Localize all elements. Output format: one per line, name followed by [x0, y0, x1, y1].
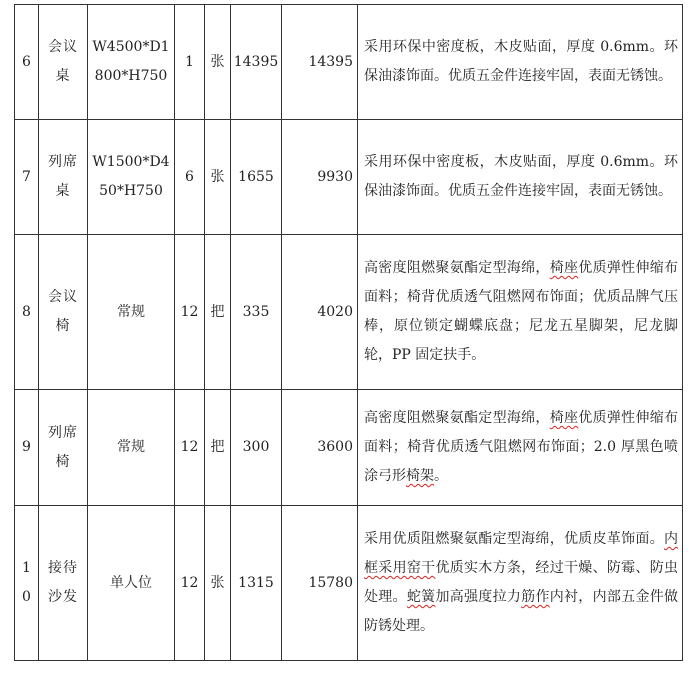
table-row: [15, 390, 683, 506]
item-unit-price: 1655: [231, 120, 282, 235]
item-unit-price: 335: [231, 235, 282, 390]
item-name: 列席 桌: [39, 120, 88, 235]
table-row: [15, 506, 683, 661]
row-index: 7: [15, 120, 39, 235]
item-quantity: 12: [175, 390, 205, 506]
item-size: 常规: [88, 235, 175, 390]
item-unit: 张: [205, 120, 231, 235]
item-total: 9930: [282, 120, 358, 235]
item-total: 14395: [282, 5, 358, 120]
item-unit-price: 14395: [231, 5, 282, 120]
table-row: [15, 235, 683, 390]
item-quantity: 12: [175, 506, 205, 661]
item-description: 采用环保中密度板，木皮贴面，厚度 0.6mm。环保油漆饰面。优质五金件连接牢固，表面无锈蚀。: [358, 120, 683, 235]
item-total: 15780: [282, 506, 358, 661]
item-unit: 把: [205, 235, 231, 390]
item-unit-price: 1315: [231, 506, 282, 661]
item-description: 采用环保中密度板，木皮贴面，厚度 0.6mm。环保油漆饰面。优质五金件连接牢固，表面无锈蚀。: [358, 5, 683, 120]
item-unit-price: 300: [231, 390, 282, 506]
row-index: 8: [15, 235, 39, 390]
item-name: 会议 椅: [39, 235, 88, 390]
item-quantity: 1: [175, 5, 205, 120]
item-size: 常规: [88, 390, 175, 506]
furniture-spec-table: [14, 4, 683, 661]
item-unit: 把: [205, 390, 231, 506]
item-unit: 张: [205, 506, 231, 661]
row-index: 1 0: [15, 506, 39, 661]
item-name: 会议 桌: [39, 5, 88, 120]
item-quantity: 6: [175, 120, 205, 235]
row-index: 9: [15, 390, 39, 506]
table-row: [15, 120, 683, 235]
item-name: 列席 椅: [39, 390, 88, 506]
item-size: W1500*D4 50*H750: [88, 120, 175, 235]
item-quantity: 12: [175, 235, 205, 390]
item-size: 单人位: [88, 506, 175, 661]
table-row: [15, 5, 683, 120]
item-description: 高密度阻燃聚氨酯定型海绵，椅座优质弹性伸缩布面料；椅背优质透气阻燃网布饰面；2.0 厚黑色喷涂弓形椅架。: [358, 390, 683, 506]
row-index: 6: [15, 5, 39, 120]
item-description: 高密度阻燃聚氨酯定型海绵，椅座优质弹性伸缩布面料；椅背优质透气阻燃网布饰面；优质品牌气压棒，原位锁定蝴蝶底盘；尼龙五星脚架，尼龙脚轮，PP 固定扶手。: [358, 235, 683, 390]
item-name: 接待 沙发: [39, 506, 88, 661]
item-total: 3600: [282, 390, 358, 506]
item-unit: 张: [205, 5, 231, 120]
item-description: 采用优质阻燃聚氨酯定型海绵，优质皮革饰面。内框采用窑干优质实木方条，经过干燥、防霉、防虫处理。蛇簧加高强度拉力筋作内衬，内部五金件做防锈处理。: [358, 506, 683, 661]
item-size: W4500*D1 800*H750: [88, 5, 175, 120]
item-total: 4020: [282, 235, 358, 390]
